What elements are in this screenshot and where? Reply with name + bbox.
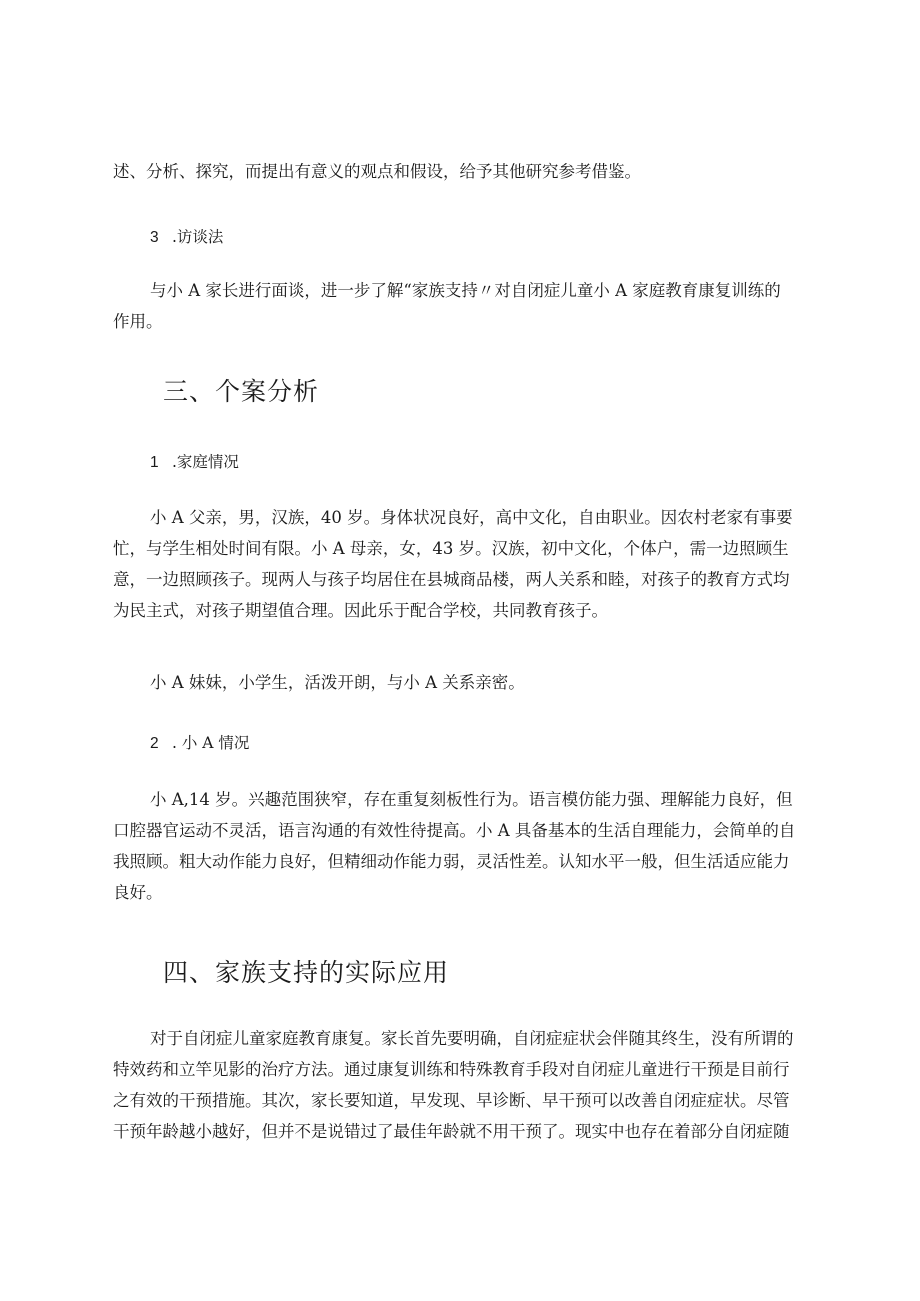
subheading-child-situation: [150, 731, 249, 756]
text-line: 口腔器官运动不灵活，语言沟通的有效性待提高。小 A 具备基本的生活自理能力，会简单的自: [113, 821, 796, 840]
subheading-family-situation: [150, 450, 239, 475]
subheading-interview-method: [150, 225, 223, 250]
text-line: 意，一边照顾孩子。现两人与孩子均居住在县城商品楼，两人关系和睦，对孩子的教育方式均: [113, 570, 790, 589]
text-line: 与小 A 家长进行面谈，进一步了解“家族支持〃对自闭症儿童小 A 家庭教育康复训练的: [150, 281, 781, 300]
paragraph-sister: [113, 667, 813, 698]
paragraph-application: [113, 1023, 813, 1147]
text-line: 干预年龄越小越好，但并不是说错过了最佳年龄就不用干预了。现实中也存在着部分自闭症随: [113, 1122, 790, 1141]
text-line: 之有效的干预措施。其次，家长要知道，早发现、早诊断、早干预可以改善自闭症症状。尽管: [113, 1091, 790, 1110]
subheading-label: .家庭情况: [172, 453, 239, 471]
subheading-label: .访谈法: [172, 228, 224, 246]
text-line: 作用。: [113, 312, 163, 331]
subheading-label: . 小 A 情况: [172, 734, 250, 752]
text-line: 为民主式，对孩子期望值合理。因此乐于配合学校，共同教育孩子。: [113, 601, 608, 620]
text-line: 良好。: [113, 883, 163, 902]
paragraph-family: [113, 502, 813, 626]
paragraph-interview: [113, 275, 813, 337]
subheading-number: 1: [150, 454, 159, 471]
text-line: 小 A 父亲，男，汉族，40 岁。身体状况良好，高中文化，自由职业。因农村老家有事要: [150, 508, 793, 527]
text-line: 述、分析、探究，而提出有意义的观点和假设，给予其他研究参考借鉴。: [113, 162, 641, 181]
text-line: 特效药和立竿见影的治疗方法。通过康复训练和特殊教育手段对自闭症儿童进行干预是目前行: [113, 1060, 790, 1079]
section-heading-family-support-application: 四、家族支持的实际应用: [163, 958, 450, 987]
subheading-number: 2: [150, 735, 159, 752]
section-heading-case-analysis: 三、个案分析: [163, 377, 320, 406]
text-line: 对于自闭症儿童家庭教育康复。家长首先要明确，自闭症症状会伴随其终生，没有所谓的: [150, 1029, 794, 1048]
text-line: 小 A,14 岁。兴趣范围狭窄，存在重复刻板性行为。语言模仿能力强、理解能力良好，但: [150, 790, 793, 809]
paragraph-child: [113, 784, 813, 908]
text-line: 忙，与学生相处时间有限。小 A 母亲，女，43 岁。汉族，初中文化，个体户，需一边照顾生: [113, 539, 789, 558]
paragraph-intro-tail: [113, 156, 813, 187]
text-line: 我照顾。粗大动作能力良好，但精细动作能力弱，灵活性差。认知水平一般，但生活适应能力: [113, 852, 790, 871]
subheading-number: 3: [150, 229, 159, 246]
text-line: 小 A 妹妹，小学生，活泼开朗，与小 A 关系亲密。: [150, 673, 525, 692]
